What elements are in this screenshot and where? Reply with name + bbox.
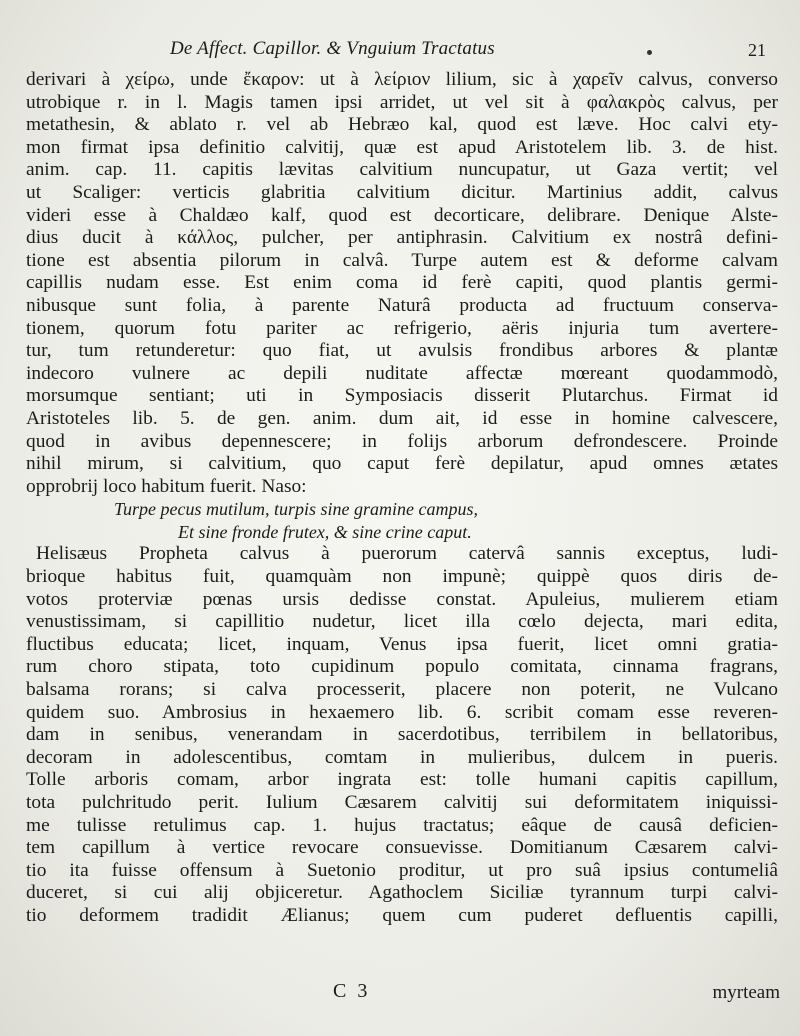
text-line: votos proterviæ pœnas ursis dedisse constat. Apuleius, mulierem etiam — [26, 588, 778, 610]
text-line: nihil mirum, si calvitium, quo caput ferè depilatur, apud omnes ætates — [26, 453, 778, 475]
text-line: duceret, si cui alij objiceretur. Agathoclem Siciliæ tyrannum turpi calvi- — [26, 882, 778, 904]
text-line: dius ducit à κάλλος, pulcher, per antiphrasin. Calvitium ex nostrâ defini- — [26, 227, 778, 249]
text-line: fluctibus educata; licet, inquam, Venus ipsa fuerit, licet omni gratia- — [26, 633, 778, 655]
text-line: brioque habitus fuit, quamquàm non impunè; quippè quos diris de- — [26, 566, 778, 588]
text-line: Tolle arboris comam, arbor ingrata est: tolle humani capitis capillum, — [26, 769, 778, 791]
text-line: tur, tum retunderetur: quo fiat, ut avulsis frondibus arbores & plantæ — [26, 340, 778, 362]
body-text — [26, 69, 778, 928]
text-line: opprobrij loco habitum fuerit. Naso: — [26, 475, 307, 497]
page-footer — [0, 980, 800, 1020]
text-line: quod in avibus depennescere; in folijs arborum defrondescere. Proinde — [26, 430, 778, 452]
page-header — [0, 38, 800, 64]
text-line: Aristoteles lib. 5. de gen. anim. dum ait, id esse in homine calvescere, — [26, 407, 778, 429]
text-line: tota pulchritudo perit. Iulium Cæsarem calvitij sui deformitatem iniquissi- — [26, 792, 778, 813]
verse-line: Turpe pecus mutilum, turpis sine gramine campus, — [114, 499, 478, 520]
text-line: tio deformem tradidit Ælianus; quem cum puderet defluentis capilli, — [26, 904, 778, 926]
text-line: ut Scaliger: verticis glabritia calvitium dicitur. Martinius addit, calvus — [26, 181, 778, 203]
text-line: dam in senibus, venerandam in sacerdotibus, terribilem in bellatoribus, — [26, 724, 778, 746]
signature-mark: C 3 — [333, 980, 371, 1002]
text-line: metathesin, & ablato r. vel ab Hebræo kal, quod est læve. Hoc calvi ety- — [26, 114, 778, 136]
text-line: tem capillum à vertice revocare consuevisse. Domitianum Cæsarem calvi- — [26, 837, 778, 859]
text-line: tionem, quorum fotu pariter ac refrigerio, aëris injuria tum avertere- — [26, 317, 778, 339]
text-line: rum choro stipata, toto cupidinum populo comitata, cinnama fragrans, — [26, 656, 778, 678]
page-number: 21 — [748, 40, 766, 60]
catchword: myrteam — [712, 982, 780, 1003]
text-line: venustissimam, si capillitio nudetur, licet illa cœlo dejecta, mari edita, — [26, 611, 778, 633]
text-line: derivari à χείρω, unde ἔκαρον: ut à λείριον lilium, sic à χαρεῖν calvus, converso — [26, 69, 778, 90]
text-line: videri esse à Chaldæo kalf, quod est decorticare, delibrare. Denique Alste- — [26, 204, 778, 226]
text-line: capillis nudam esse. Est enim coma id ferè capiti, quod plantis germi- — [26, 272, 778, 294]
text-line: quidem suo. Ambrosius in hexaemero lib. 6. scribit comam esse reveren- — [26, 701, 778, 723]
text-line: nibusque sunt folia, à parente Naturâ producta ad fructuum conserva- — [26, 294, 778, 316]
text-line: Helisæus Propheta calvus à puerorum catervâ sannis exceptus, ludi- — [36, 543, 778, 565]
text-line: mon firmat ipsa definitio calvitij, quæ est apud Aristotelem lib. 3. de hist. — [26, 136, 778, 158]
text-line: balsama rorans; si calva processerit, placere non poterit, ne Vulcano — [26, 679, 778, 701]
text-line: tio ita fuisse offensum à Suetonio proditur, ut pro suâ ipsius contumeliâ — [26, 859, 778, 881]
verse-line: Et sine fronde frutex, & sine crine caput. — [178, 521, 472, 542]
ink-speck — [647, 50, 652, 55]
text-line: tione est absentia pilorum in calvâ. Turpe autem est & deforme calvam — [26, 249, 778, 271]
text-line: utrobique r. in l. Magis tamen ipsi arridet, ut vel sit à φαλακρὸς calvus, per — [26, 91, 778, 113]
text-line: me tulisse retulimus cap. 1. hujus tractatus; eâque de causâ deficien- — [26, 814, 778, 836]
text-line: decoram in adolescentibus, comtam in mulieribus, dulcem in pueris. — [26, 746, 778, 768]
running-title: De Affect. Capillor. & Vnguium Tractatus — [170, 38, 495, 59]
text-line: anim. cap. 11. capitis lævitas calvitium nuncupatur, ut Gaza vertit; vel — [26, 159, 778, 181]
text-line: morsumque sentiant; uti in Symposiacis disserit Plutarchus. Firmat id — [26, 385, 778, 407]
text-line: indecoro vulnere ac depili nuditate affectæ mœreant quodammodò, — [26, 362, 778, 384]
